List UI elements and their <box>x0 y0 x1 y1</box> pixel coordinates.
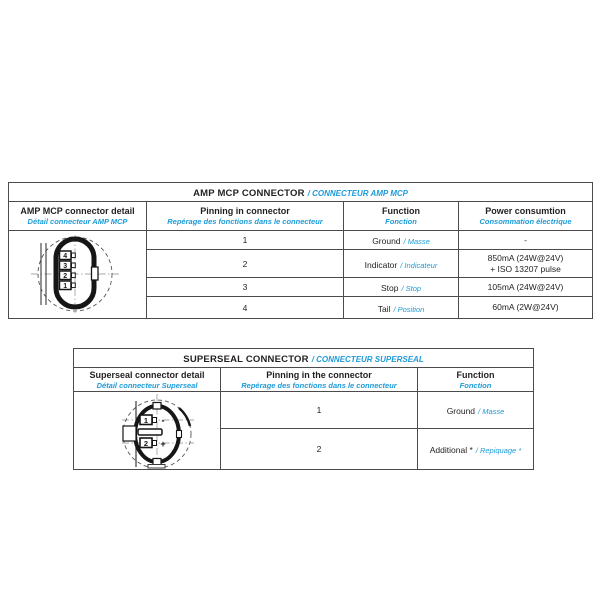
pin-cavity-1 <box>60 281 76 290</box>
amp-connector-table <box>8 182 593 319</box>
latch-tab <box>92 267 99 280</box>
pin-number-2: 2 <box>143 438 149 448</box>
pin-number-4: 4 <box>63 253 68 260</box>
pin-cavity-3 <box>60 261 76 270</box>
minus-sign: - <box>161 415 165 426</box>
amp-connector-detail-cell <box>9 231 147 319</box>
superseal-header-detail: Superseal connector detail Détail connecteur Superseal <box>74 368 221 392</box>
amp-header-pinning: Pinning in connector Repérage des fonctions dans le connecteur <box>147 202 344 231</box>
amp-function-cell: Indicator / Indicateur <box>344 250 459 278</box>
amp-connector-diagram <box>11 234 147 315</box>
pin-cavity-2 <box>60 271 76 280</box>
superseal-header-function: Function Fonction <box>418 368 534 392</box>
amp-power-cell: 60mA (2W@24V) <box>459 297 593 319</box>
amp-table-title <box>9 183 593 202</box>
pin-cavity-4 <box>60 251 76 260</box>
amp-function-cell: Tail / Position <box>344 297 459 319</box>
pin-number-2: 2 <box>63 273 68 280</box>
superseal-header-pinning: Pinning in the connector Repérage des fonctions dans le connecteur <box>221 368 418 392</box>
superseal-function-cell: Ground / Masse <box>418 392 534 429</box>
amp-function-cell: Ground / Masse <box>344 231 459 250</box>
superseal-table-row-1 <box>74 392 534 429</box>
thick-arc-segment <box>179 408 190 426</box>
centerlines <box>31 235 121 313</box>
amp-header-power: Power consumtion Consommation électrique <box>459 202 593 231</box>
pin-cavity-1 <box>140 415 165 426</box>
amp-title-fr: / CONNECTEUR AMP MCP <box>307 189 408 198</box>
amp-header-detail: AMP MCP connector detail Détail connecteur AMP MCP <box>9 202 147 231</box>
superseal-connector-table <box>73 348 534 470</box>
amp-power-cell: 850mA (24W@24V) + ISO 13207 pulse <box>459 250 593 278</box>
superseal-connector-diagram <box>76 392 221 469</box>
amp-header-function: Function Fonction <box>344 202 459 231</box>
superseal-pin-cell: 2 <box>221 429 418 470</box>
plus-sign: + <box>160 439 166 449</box>
amp-pin-cell: 4 <box>147 297 344 319</box>
amp-table-header-row <box>9 202 593 231</box>
amp-title-en: AMP MCP CONNECTOR <box>193 188 305 199</box>
top-key-square <box>153 403 161 410</box>
pin-number-1: 1 <box>143 415 149 425</box>
amp-power-cell: - <box>459 231 593 250</box>
superseal-title-en: SUPERSEAL CONNECTOR <box>183 354 309 365</box>
key-bar <box>138 429 162 435</box>
superseal-title-fr: / CONNECTEUR SUPERSEAL <box>311 355 424 364</box>
amp-pin-cell: 3 <box>147 278 344 297</box>
pin-number-3: 3 <box>63 263 68 270</box>
bottom-base-tab <box>148 465 165 469</box>
amp-power-cell: 105mA (24W@24V) <box>459 278 593 297</box>
superseal-table-title <box>74 349 534 368</box>
superseal-pin-cell: 1 <box>221 392 418 429</box>
amp-function-cell: Stop / Stop <box>344 278 459 297</box>
amp-table-title-row <box>9 183 593 202</box>
amp-table-row-1 <box>9 231 593 250</box>
superseal-table-title-row <box>74 349 534 368</box>
superseal-table-header-row <box>74 368 534 392</box>
amp-pin-cell: 1 <box>147 231 344 250</box>
superseal-function-cell: Additional * / Repiquage * <box>418 429 534 470</box>
superseal-connector-detail-cell <box>74 392 221 470</box>
amp-pin-cell: 2 <box>147 250 344 278</box>
left-mount-tab <box>123 426 136 441</box>
right-key-tab <box>177 431 182 438</box>
pin-number-1: 1 <box>63 283 68 290</box>
pin-cavity-2 <box>140 438 166 449</box>
pin-cavities <box>60 251 76 290</box>
